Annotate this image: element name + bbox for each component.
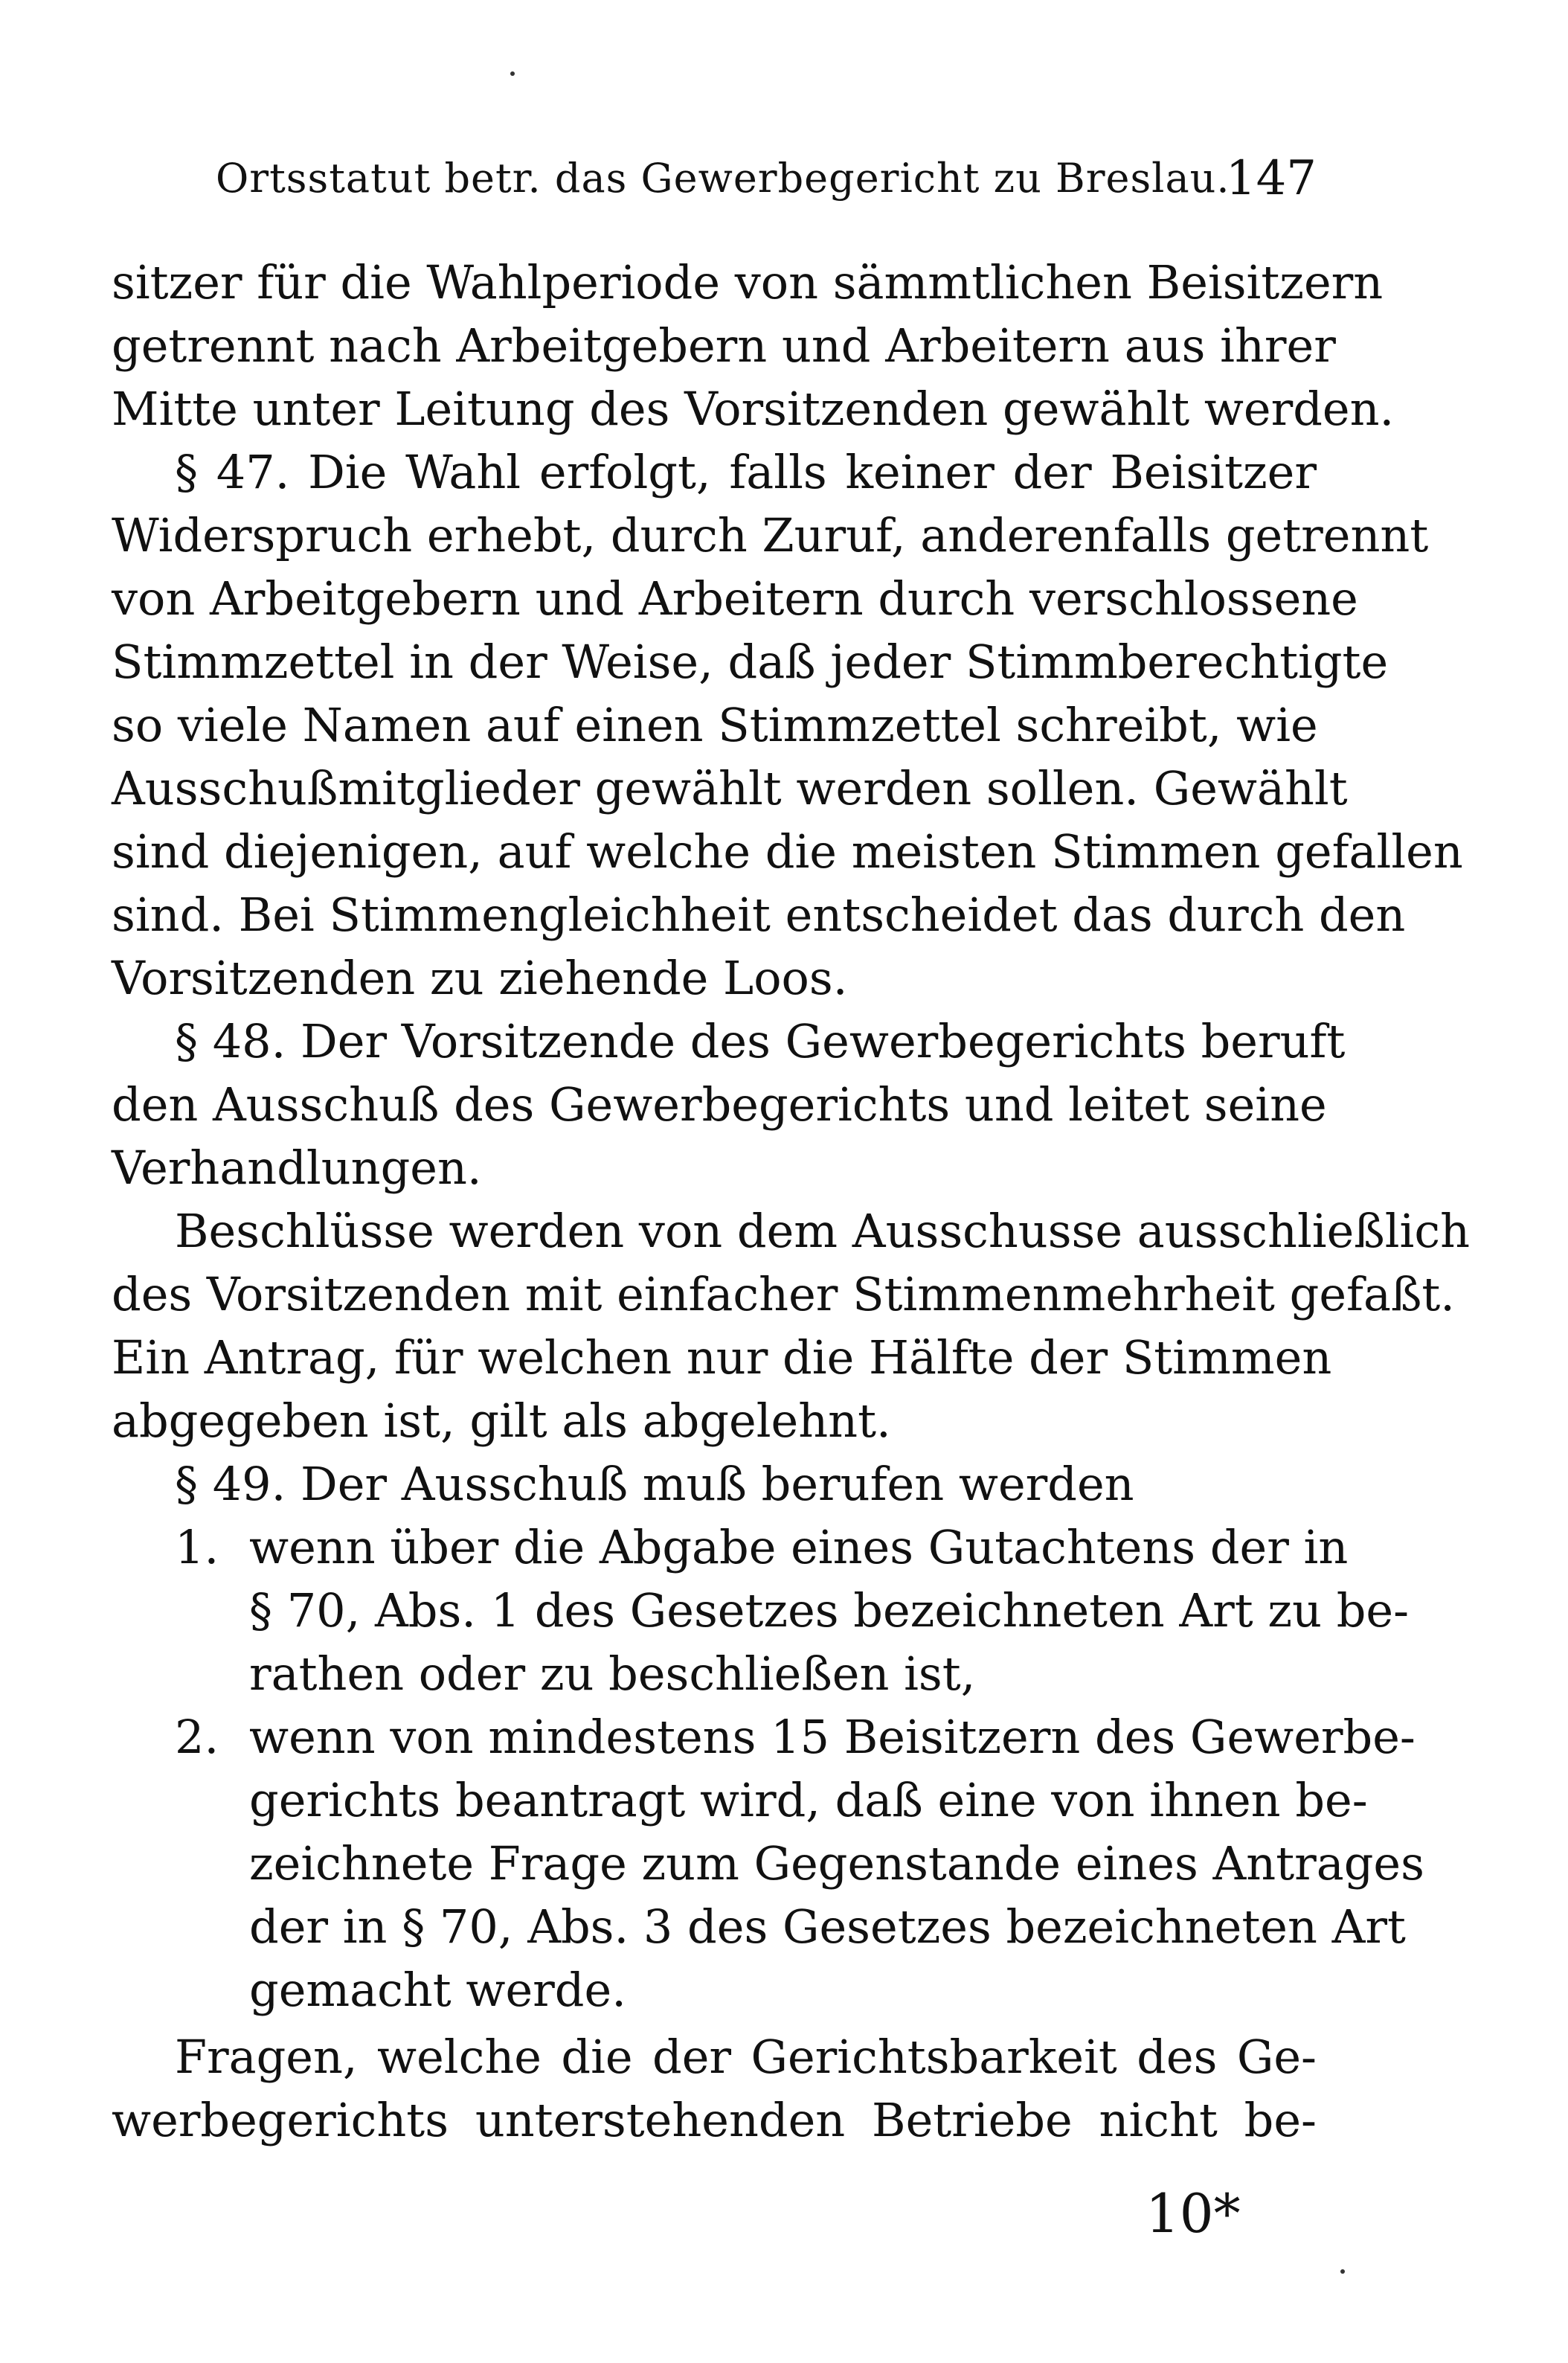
text-line: Stimmzettel in der Weise, daß jeder Stimmberechtigte <box>112 635 1389 689</box>
text-line: von Arbeitgebern und Arbeitern durch verschlossene <box>112 571 1358 626</box>
text-line: sind diejenigen, auf welche die meisten Stimmen gefallen <box>112 824 1463 879</box>
running-head <box>201 149 1317 208</box>
text-line: Mitte unter Leitung des Vorsitzenden gewählt werden. <box>112 382 1395 436</box>
text-line: Ausschußmitglieder gewählt werden sollen. Gewählt <box>112 761 1348 815</box>
paragraph-start: Beschlüsse werden von dem Ausschusse ausschließlich <box>175 1204 1471 1258</box>
list-item-text: der in § 70, Abs. 3 des Gesetzes bezeichneten Art <box>249 1899 1406 1954</box>
list-item-number: 1. <box>175 1520 219 1574</box>
paper-speck <box>510 71 515 76</box>
section-49-start: § 49. Der Ausschuß muß berufen werden <box>175 1457 1134 1511</box>
text-line: so viele Namen auf einen Stimmzettel schreibt, wie <box>112 698 1318 752</box>
text-line: sitzer für die Wahlperiode von sämmtlichen Beisitzern <box>112 255 1384 310</box>
list-item-text: rathen oder zu beschließen ist, <box>249 1647 976 1701</box>
text-line: Vorsitzenden zu ziehende Loos. <box>112 951 848 1005</box>
list-item-text: gerichts beantragt wird, daß eine von ihnen be- <box>249 1773 1368 1827</box>
text-line: des Vorsitzenden mit einfacher Stimmenmehrheit gefaßt. <box>112 1267 1455 1321</box>
paper-speck <box>1340 2269 1345 2274</box>
section-47-start: § 47. Die Wahl erfolgt, falls keiner der Beisitzer <box>175 445 1317 499</box>
running-title: Ortsstatut betr. das Gewerbegericht zu Breslau. <box>216 155 1230 202</box>
section-48-start: § 48. Der Vorsitzende des Gewerbegerichts beruft <box>175 1014 1346 1068</box>
text-line: Ein Antrag, für welchen nur die Hälfte der Stimmen <box>112 1330 1332 1385</box>
list-item-text: zeichnete Frage zum Gegenstande eines Antrages <box>249 1836 1424 1891</box>
text-line: Verhandlungen. <box>112 1141 482 1195</box>
text-line: werbegerichts unterstehenden Betriebe nicht be- <box>112 2093 1317 2147</box>
list-item-text: wenn von mindestens 15 Beisitzern des Gewerbe- <box>249 1710 1416 1764</box>
page-number: 147 <box>1225 151 1317 206</box>
text-line: sind. Bei Stimmengleichheit entscheidet das durch den <box>112 888 1406 942</box>
text-line: abgegeben ist, gilt als abgelehnt. <box>112 1394 891 1448</box>
signature-mark: 10* <box>1146 2182 1241 2245</box>
list-item-text: wenn über die Abgabe eines Gutachtens der in <box>249 1520 1349 1574</box>
list-item-text: § 70, Abs. 1 des Gesetzes bezeichneten Art zu be- <box>249 1583 1410 1638</box>
paragraph-start: Fragen, welche die der Gerichtsbarkeit des Ge- <box>175 2030 1317 2084</box>
text-line: den Ausschuß des Gewerbegerichts und leitet seine <box>112 1077 1327 1132</box>
text-line: getrennt nach Arbeitgebern und Arbeitern aus ihrer <box>112 318 1336 373</box>
list-item-text: gemacht werde. <box>249 1963 626 2017</box>
text-line: Widerspruch erhebt, durch Zuruf, anderenfalls getrennt <box>112 508 1429 562</box>
list-item-number: 2. <box>175 1710 219 1764</box>
